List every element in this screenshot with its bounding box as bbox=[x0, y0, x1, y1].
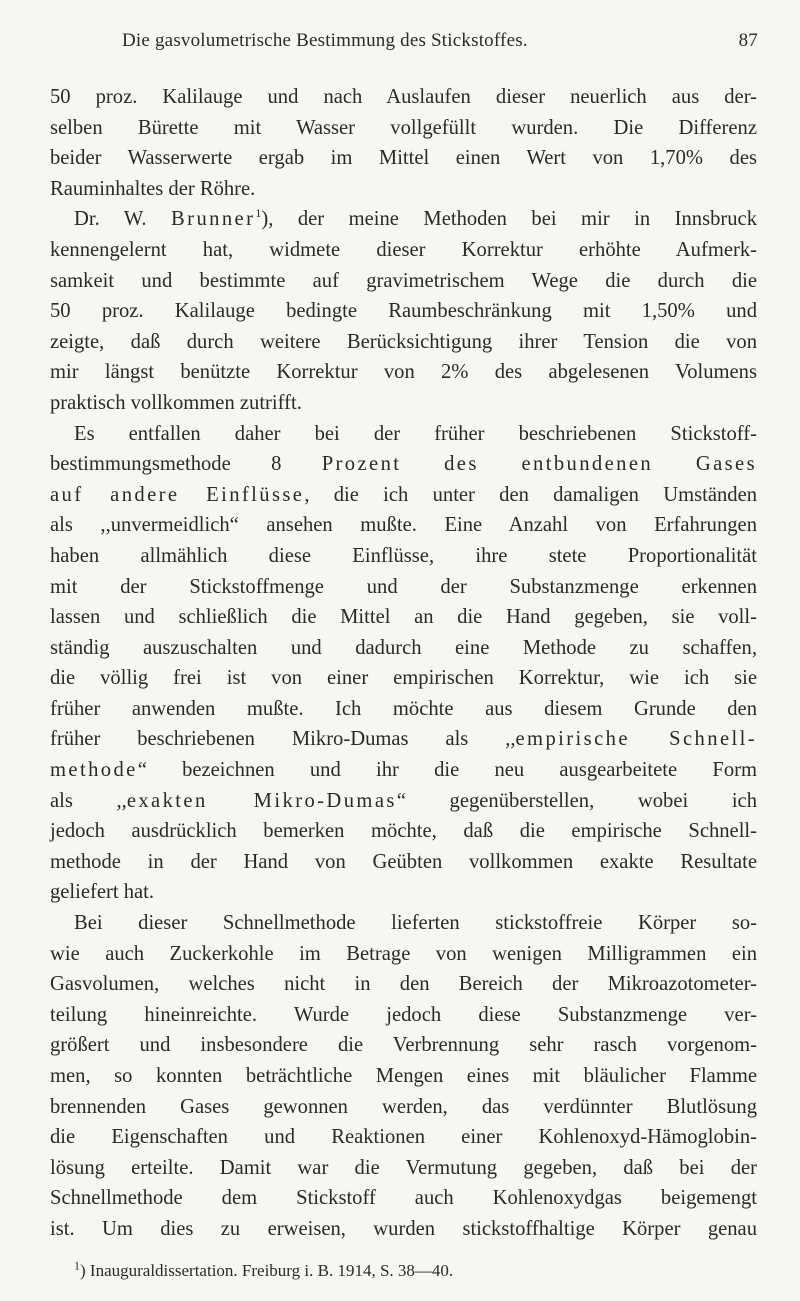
running-title: Die gasvolumetrische Bestimmung des Stickstoffes. bbox=[122, 30, 528, 51]
text-run: Dr. W. bbox=[74, 208, 172, 231]
text-line: lassen und schließlich die Mittel an die Hand gegeben, sie voll- bbox=[50, 606, 757, 629]
author-name: Brunner bbox=[171, 208, 256, 231]
text-line: mit der Stickstoffmenge und der Substanzmenge erkennen bbox=[50, 575, 757, 598]
text-run: “ gegenüberstellen, wobei ich bbox=[396, 789, 757, 812]
text-line: ist. Um dies zu erweisen, wurden stickstoffhaltige Körper genau bbox=[50, 1217, 757, 1240]
footnote bbox=[74, 1260, 754, 1282]
text-line: brennenden Gases gewonnen werden, das verdünnter Blutlösung bbox=[50, 1095, 757, 1118]
text-line: als ,,unvermeidlich“ ansehen mußte. Eine Anzahl von Erfahrungen bbox=[50, 514, 757, 537]
text-line: samkeit und bestimmte auf gravimetrischem Wege die durch die bbox=[50, 269, 757, 292]
text-line: teilung hineinreichte. Wurde jedoch diese Substanzmenge ver- bbox=[50, 1003, 757, 1026]
page-header bbox=[56, 30, 760, 60]
page-number: 87 bbox=[738, 30, 758, 51]
text-line: lösung erteilte. Damit war die Vermutung gegeben, daß bei der bbox=[50, 1156, 757, 1179]
text-run: ), der meine Methoden bei mir in Innsbruck bbox=[261, 208, 757, 231]
text-line: früher anwenden mußte. Ich möchte aus diesem Grunde den bbox=[50, 697, 757, 720]
text-line: haben allmählich diese Einflüsse, ihre stete Proportionalität bbox=[50, 544, 757, 567]
text-line: Bei dieser Schnellmethode lieferten stickstoffreie Körper so- bbox=[74, 912, 757, 935]
text-line: wie auch Zuckerkohle im Betrage von wenigen Milligrammen ein bbox=[50, 942, 757, 965]
spaced-emphasis: methode bbox=[50, 759, 138, 782]
text-run: , die ich unter den damaligen Umständen bbox=[304, 483, 758, 506]
text-run: bestimmungsmethode 8 bbox=[50, 453, 322, 476]
text-run: “ bezeichnen und ihr die neu ausgearbeitete Form bbox=[137, 759, 757, 782]
spaced-emphasis: Prozent des entbundenen Gases bbox=[321, 453, 758, 476]
text-line: 50 proz. Kalilauge und nach Auslaufen dieser neuerlich aus der- bbox=[50, 86, 757, 108]
text-line: ständig auszuschalten und dadurch eine Methode zu schaffen, bbox=[50, 636, 757, 659]
text-line: geliefert hat. bbox=[50, 881, 155, 904]
text-line: größert und insbesondere die Verbrennung sehr rasch vorgenom- bbox=[50, 1034, 757, 1057]
spaced-emphasis: auf andere Einflüsse bbox=[50, 483, 305, 506]
spaced-emphasis: empirische Schnell- bbox=[515, 728, 757, 751]
footnote-mark: 1 bbox=[74, 1258, 80, 1273]
text-line bbox=[50, 755, 757, 786]
text-line: selben Bürette mit Wasser vollgefüllt wurden. Die Differenz bbox=[50, 116, 757, 139]
text-line: men, so konnten beträchtliche Mengen eines mit bläulicher Flamme bbox=[50, 1065, 757, 1087]
text-line: beider Wasserwerte ergab im Mittel einen Wert von 1,70% des bbox=[50, 147, 757, 170]
text-line bbox=[50, 480, 757, 511]
text-line: Schnellmethode dem Stickstoff auch Kohlenoxydgas beigemengt bbox=[50, 1187, 757, 1210]
text-line: die völlig frei ist von einer empirischen Korrektur, wie ich sie bbox=[50, 667, 757, 690]
text-line bbox=[50, 449, 757, 480]
text-line: kennengelernt hat, widmete dieser Korrektur erhöhte Aufmerk- bbox=[50, 238, 757, 261]
text-line: zeigte, daß durch weitere Berücksichtigung ihrer Tension die von bbox=[50, 330, 757, 353]
text-line: jedoch ausdrücklich bemerken möchte, daß die empirische Schnell- bbox=[50, 820, 757, 843]
text-line: 50 proz. Kalilauge bedingte Raumbeschränkung mit 1,50% und bbox=[50, 300, 757, 323]
body-text bbox=[50, 82, 757, 1245]
text-line bbox=[50, 724, 757, 755]
text-line: Es entfallen daher bei der früher beschriebenen Stickstoff- bbox=[74, 422, 757, 445]
text-line bbox=[50, 204, 757, 235]
text-line: mir längst benützte Korrektur von 2% des abgelesenen Volumens bbox=[50, 361, 757, 384]
text-run: früher beschriebenen Mikro-Dumas als ,, bbox=[50, 728, 516, 751]
text-line: die Eigenschaften und Reaktionen einer Kohlenoxyd-Hämoglobin- bbox=[50, 1126, 757, 1149]
footnote-reference: 1 bbox=[255, 206, 262, 221]
text-line bbox=[50, 786, 757, 817]
text-run: als ,, bbox=[50, 789, 127, 812]
text-line: methode in der Hand von Geübten vollkommen exakte Resultate bbox=[50, 850, 757, 873]
text-line: Rauminhaltes der Röhre. bbox=[50, 177, 256, 200]
text-line: Gasvolumen, welches nicht in den Bereich der Mikroazotometer- bbox=[50, 973, 757, 996]
spaced-emphasis: exakten Mikro-Dumas bbox=[126, 789, 397, 812]
text-line: praktisch vollkommen zutrifft. bbox=[50, 391, 302, 414]
footnote-text: ) Inauguraldissertation. Freiburg i. B. 1914, S. 38—40. bbox=[80, 1261, 454, 1280]
